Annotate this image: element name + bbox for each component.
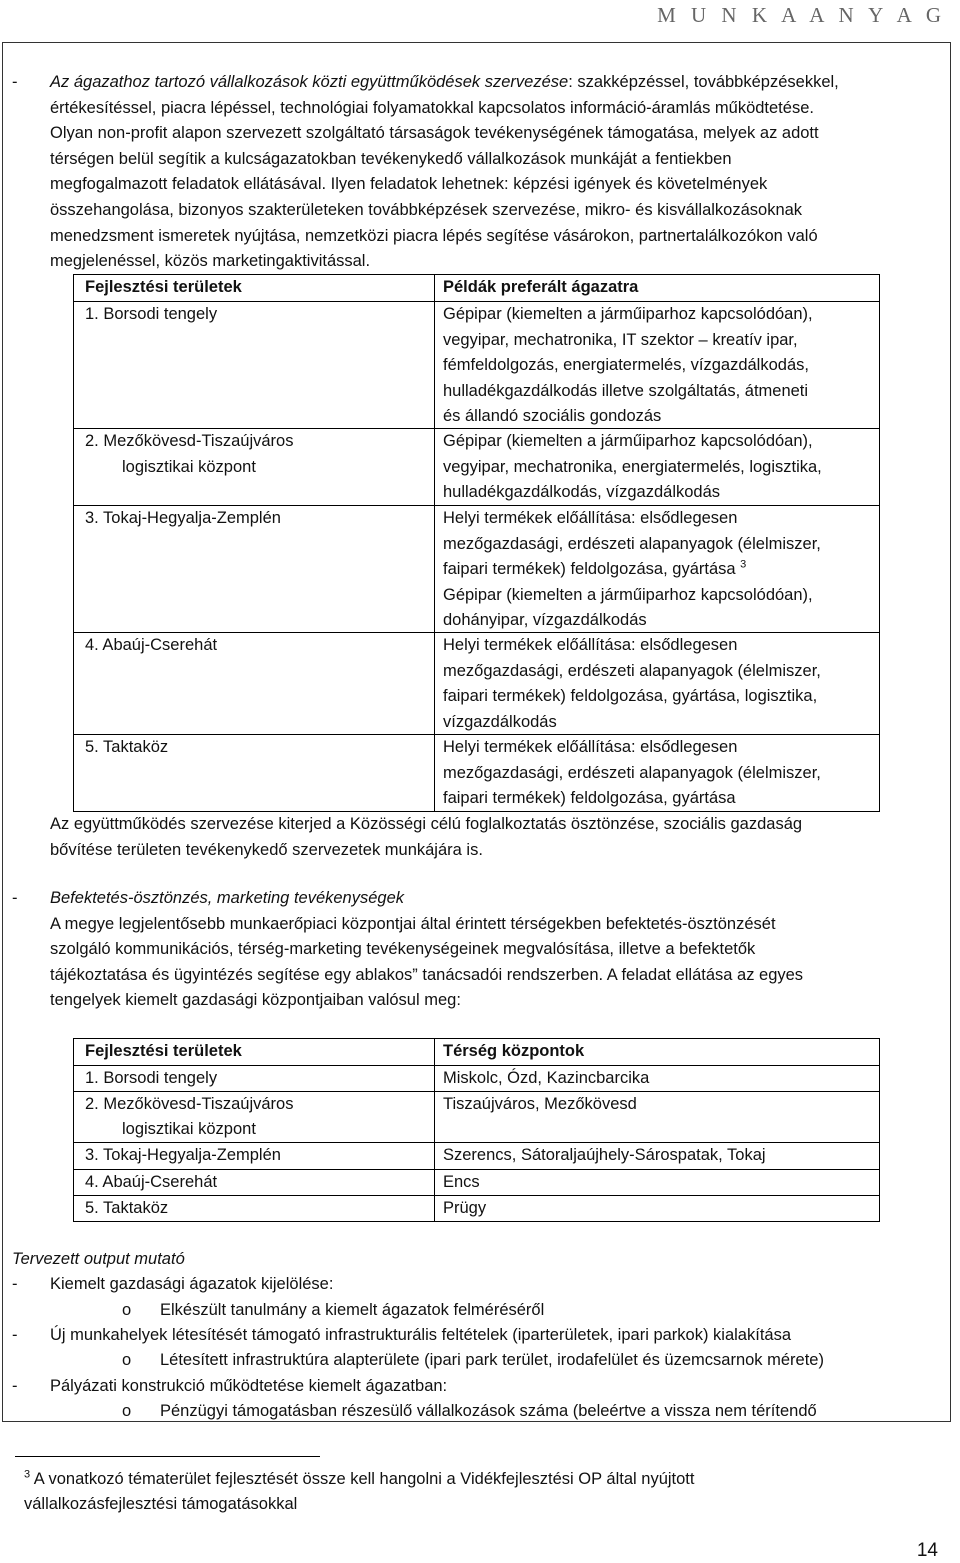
section2-dash: - [12, 889, 18, 907]
list-dash: - [12, 1275, 18, 1293]
table-border [879, 274, 880, 812]
paragraph-line: bővítése területen tevékenykedő szervezetek munkájára is. [50, 840, 483, 859]
section2-line: A megye legjelentősebb munkaerőpiaci központjai által érintett térségekben befektetés-ösztönzését [50, 914, 776, 933]
table-cell-area: 3. Tokaj-Hegyalja-Zemplén [85, 1146, 281, 1164]
table-cell-examples: faipari termékek) feldolgozása, gyártása [443, 789, 736, 808]
section1-line: menedzsment ismeretek nyújtása, nemzetközi piacra lépés segítése vásárokon, partnertalálkozókon való [50, 226, 818, 245]
list-bullet: o [122, 1301, 132, 1319]
section1-title: Az ágazathoz tartozó vállalkozások közti együttműködések szervezése [50, 73, 569, 91]
list-subitem-text: Pénzügyi támogatásban részesülő vállalkozások száma (beleértve a vissza nem térítendő [160, 1402, 817, 1420]
table-border [879, 1038, 880, 1222]
table-cell-examples: Gépipar (kiemelten a járműiparhoz kapcsolódóan), [443, 585, 813, 604]
table-cell-examples: mezőgazdasági, erdészeti alapanyagok (élelmiszer, [443, 534, 821, 553]
footnote-text: A vonatkozó tématerület fejlesztését össze kell hangolni a Vidékfejlesztési OP által nyújtott [30, 1470, 695, 1488]
table-cell-area: 5. Taktaköz [85, 1199, 169, 1217]
table-cell-area: 2. Mezőkövesd-Tiszaújváros [85, 432, 294, 450]
list-dash: - [12, 1377, 18, 1395]
page-number: 14 [916, 1540, 938, 1561]
table-cell-area: 2. Mezőkövesd-Tiszaújváros [85, 1095, 294, 1113]
table-cell-area: 4. Abaúj-Cserehát [85, 1173, 218, 1191]
section1-line: megjelenéssel, közös marketingaktivitással. [50, 252, 371, 271]
table-border [73, 1038, 74, 1222]
table-header-area: Fejlesztési területek [85, 278, 242, 296]
table-cell-examples: és állandó szociális gondozás [443, 407, 662, 426]
table-cell-centers: Szerencs, Sátoraljaújhely-Sárospatak, Tokaj [443, 1146, 766, 1164]
table-cell-examples: vízgazdálkodás [443, 712, 557, 731]
list-bullet: o [122, 1351, 132, 1369]
table-cell-examples: Helyi termékek előállítása: elsődlegesen [443, 738, 738, 756]
list-item-text: Új munkahelyek létesítését támogató infrastrukturális feltételek (iparterületek, ipari parkok) kialakítása [50, 1326, 792, 1344]
output-title: Tervezett output mutató [12, 1250, 185, 1268]
list-item-text: Pályázati konstrukció működtetése kiemelt ágazatban: [50, 1377, 448, 1395]
table-border [73, 274, 74, 812]
section1-title-rest: : szakképzéssel, továbbképzésekkel, [568, 73, 839, 91]
footnote-separator [15, 1456, 320, 1457]
table-border [434, 1038, 435, 1222]
table-cell-centers: Prügy [443, 1199, 487, 1217]
list-subitem-text: Létesített infrastruktúra alapterülete (ipari park terület, irodafelület és üzemcsarnok mérete) [160, 1351, 824, 1369]
table-header-centers: Térség központok [443, 1042, 585, 1060]
table-cell-area: logisztikai központ [122, 1120, 256, 1138]
table-cell-examples-text: faipari termékek) feldolgozása, gyártása [443, 560, 736, 579]
list-dash: - [12, 1326, 18, 1344]
table-cell-centers: Miskolc, Ózd, Kazincbarcika [443, 1069, 650, 1087]
table-cell-centers: Encs [443, 1173, 480, 1191]
footnote-reference: 3 [740, 558, 747, 571]
footnote-text-line2: vállalkozásfejlesztési támogatásokkal [24, 1495, 298, 1513]
table-header-area: Fejlesztési területek [85, 1042, 242, 1060]
table-cell-examples: mezőgazdasági, erdészeti alapanyagok (élelmiszer, [443, 661, 821, 680]
section1-dash: - [12, 73, 18, 91]
paragraph-line: Az együttműködés szervezése kiterjed a Közösségi célú foglalkoztatás ösztönzése, szociális gazdaság [50, 815, 803, 833]
table-cell-centers: Tiszaújváros, Mezőkövesd [443, 1095, 637, 1113]
table-cell-examples: faipari termékek) feldolgozása, gyártása, logisztika, [443, 687, 818, 706]
section2-line: tengelyek kiemelt gazdasági központjaiban valósul meg: [50, 991, 461, 1010]
table-cell-area: 4. Abaúj-Cserehát [85, 636, 218, 654]
table-cell-examples: fémfeldolgozás, energiatermelés, vízgazdálkodás, [443, 356, 809, 375]
section1-line: Olyan non-profit alapon szervezett szolgáltató társaságok tevékenységének támogatása, melyek az adott [50, 124, 819, 143]
table-cell-examples: Gépipar (kiemelten a járműiparhoz kapcsolódóan), [443, 305, 813, 323]
list-bullet: o [122, 1402, 132, 1420]
table-cell-examples [443, 557, 746, 583]
table-cell-examples: Gépipar (kiemelten a járműiparhoz kapcsolódóan), [443, 432, 813, 450]
footnote [24, 1467, 694, 1493]
section1-heading [50, 70, 839, 96]
table-cell-examples: Helyi termékek előállítása: elsődlegesen [443, 509, 738, 527]
section1-line: összehangolása, bizonyos szakterületeken továbbképzések szervezése, mikro- és kisvállalkozásoknak [50, 201, 803, 219]
list-subitem-text: Elkészült tanulmány a kiemelt ágazatok felméréséről [160, 1301, 545, 1319]
section2-title: Befektetés-ösztönzés, marketing tevékenységek [50, 889, 405, 907]
table-cell-area: 5. Taktaköz [85, 738, 169, 756]
table-header-examples: Példák preferált ágazatra [443, 278, 639, 296]
table-cell-examples: Helyi termékek előállítása: elsődlegesen [443, 636, 738, 654]
table-cell-examples: vegyipar, mechatronika, energiatermelés, logisztika, [443, 457, 822, 476]
section1-line: megfogalmazott feladatok ellátásával. Ilyen feladatok lehetnek: képzési igények és követelmények [50, 175, 768, 194]
table-cell-examples: hulladékgazdálkodás, vízgazdálkodás [443, 483, 721, 502]
table-cell-examples: dohányipar, vízgazdálkodás [443, 611, 647, 630]
section1-line: értékesítéssel, piacra lépéssel, technológiai folyamatokkal kapcsolatos információ-áramlás működtetése. [50, 98, 814, 117]
document-header-label: M U N K A A N Y A G [657, 3, 946, 27]
section1-line: térségen belül segítik a kulcságazatokban tevékenykedő vállalkozások munkáját a fentiekben [50, 149, 732, 168]
list-item-text: Kiemelt gazdasági ágazatok kijelölése: [50, 1275, 334, 1293]
table-cell-examples: vegyipar, mechatronika, IT szektor – kreatív ipar, [443, 330, 798, 349]
section2-line: szolgáló kommunikációs, térség-marketing tevékenységeinek megvalósítása, illetve a befektetők [50, 940, 756, 959]
table-cell-area: 1. Borsodi tengely [85, 305, 218, 323]
table-cell-area: 3. Tokaj-Hegyalja-Zemplén [85, 509, 281, 527]
footnote-mark: 3 [24, 1468, 31, 1481]
table-cell-examples: hulladékgazdálkodás illetve szolgáltatás, átmeneti [443, 381, 809, 400]
section2-line: tájékoztatása és ügyintézés segítése egy ablakos” tanácsadói rendszerben. A feladat ellátása az egyes [50, 965, 804, 984]
table-cell-area: 1. Borsodi tengely [85, 1069, 218, 1087]
table-cell-area: logisztikai központ [122, 457, 256, 476]
table-cell-examples: mezőgazdasági, erdészeti alapanyagok (élelmiszer, [443, 763, 821, 782]
table-border [434, 274, 435, 812]
